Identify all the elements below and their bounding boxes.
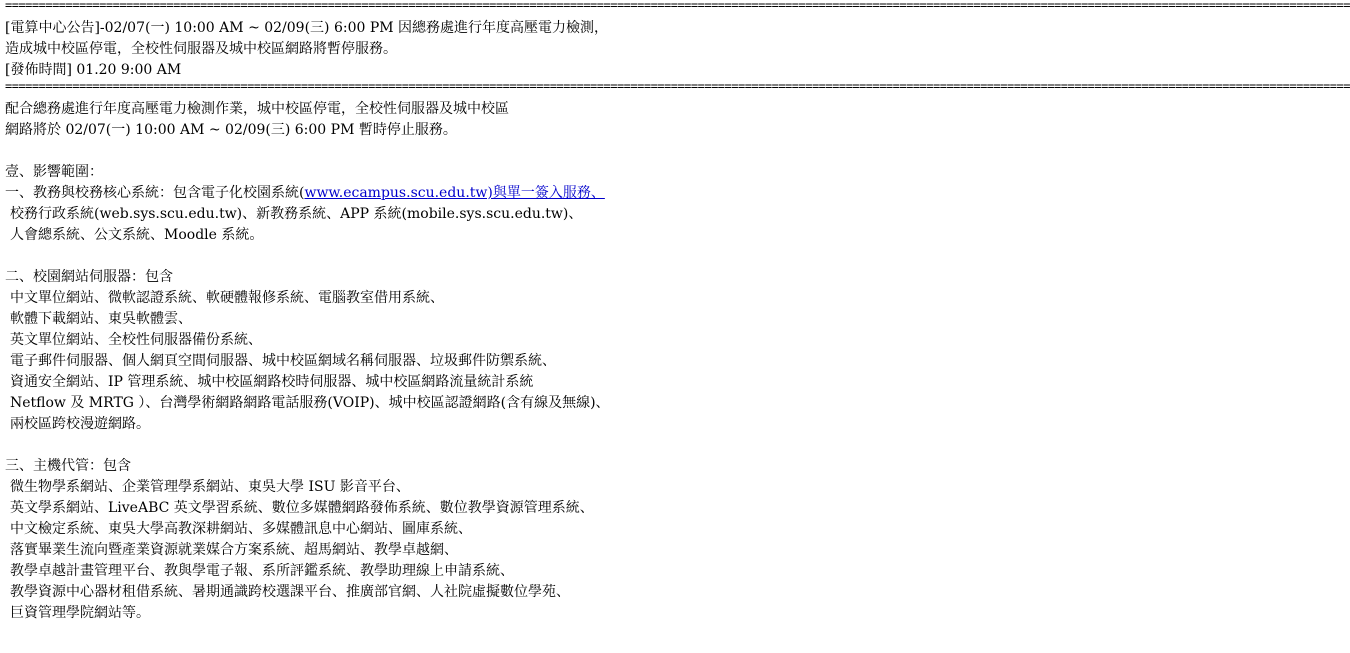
item3-heading: 三、主機代管：包含: [5, 458, 131, 474]
publish-time: [發佈時間] 01.20 9:00 AM: [5, 62, 182, 78]
item2-line: 資通安全網站、IP 管理系統、城中校區網路校時伺服器、城中校區網路流量統計系統: [10, 374, 534, 390]
item2-line: 英文單位網站、全校性伺服器備份系統、: [10, 332, 262, 348]
item3-line: 教學卓越計畫管理平台、教與學電子報、系所評鑑系統、教學助理線上申請系統、: [10, 563, 514, 579]
item1-lead-line: [5, 183, 735, 204]
item2-line: 電子郵件伺服器、個人網頁空間伺服器、城中校區網域名稱伺服器、垃圾郵件防禦系統、: [10, 353, 556, 369]
item2-line: Netflow 及 MRTG ）、台灣學術網路網路電話服務(VOIP)、城中校區認證網路(含有線及無線)、: [10, 395, 610, 411]
spacer: [5, 435, 735, 456]
item1-line: 人會總系統、公文系統、Moodle 系統。: [10, 227, 264, 243]
item3-line: 中文檢定系統、東吳大學高教深耕網站、多媒體訊息中心網站、圖庫系統、: [10, 521, 472, 537]
separator-rule-middle: ========================================================================================================================================================================================================: [5, 79, 1350, 93]
item2-line: 軟體下載網站、東吳軟體雲、: [10, 311, 192, 327]
item3-line: 英文學系網站、LiveABC 英文學習系統、數位多媒體網路發佈系統、數位教學資源管理系統、: [10, 500, 594, 516]
item3-line: 落實畢業生流向暨產業資源就業媒合方案系統、超馬網站、教學卓越網、: [10, 542, 458, 558]
spacer: [5, 246, 735, 267]
section-heading: 壹、影響範圍：: [5, 164, 103, 180]
intro-line-1: 配合總務處進行年度高壓電力檢測作業，城中校區停電，全校性伺服器及城中校區: [5, 101, 509, 117]
item1-lead: 一、教務與校務核心系統：包含電子化校園系統(: [5, 185, 305, 201]
announcement-title-line-2: 造成城中校區停電，全校性伺服器及城中校區網路將暫停服務。: [5, 41, 397, 57]
item1-line: 校務行政系統(web.sys.scu.edu.tw)、新教務系統、APP 系統(mobile.sys.scu.edu.tw)、: [10, 206, 583, 222]
item2-line: 中文單位網站、微軟認證系統、軟硬體報修系統、電腦教室借用系統、: [10, 290, 444, 306]
announcement-title-line-1: [電算中心公告]-02/07(一) 10:00 AM ~ 02/09(三) 6:00 PM 因總務處進行年度高壓電力檢測，: [5, 20, 609, 36]
spacer: [5, 141, 735, 162]
item3-line: 巨資管理學院網站等。: [10, 605, 150, 621]
intro-line-2: 網路將於 02/07(一) 10:00 AM ~ 02/09(三) 6:00 PM 暫時停止服務。: [5, 122, 457, 138]
item3-line: 微生物學系網站、企業管理學系網站、東吳大學 ISU 影音平台、: [10, 479, 410, 495]
item2-heading: 二、校園網站伺服器：包含: [5, 269, 173, 285]
announcement-page: [5, 0, 1350, 624]
ecampus-link[interactable]: www.ecampus.scu.edu.tw)與單一簽入服務、: [304, 185, 605, 201]
item2-line: 兩校區跨校漫遊網路。: [10, 416, 150, 432]
item3-line: 教學資源中心器材租借系統、暑期通識跨校選課平台、推廣部官網、人社院虛擬數位學苑、: [10, 584, 570, 600]
separator-rule-top: ========================================================================================================================================================================================================: [5, 0, 1350, 12]
